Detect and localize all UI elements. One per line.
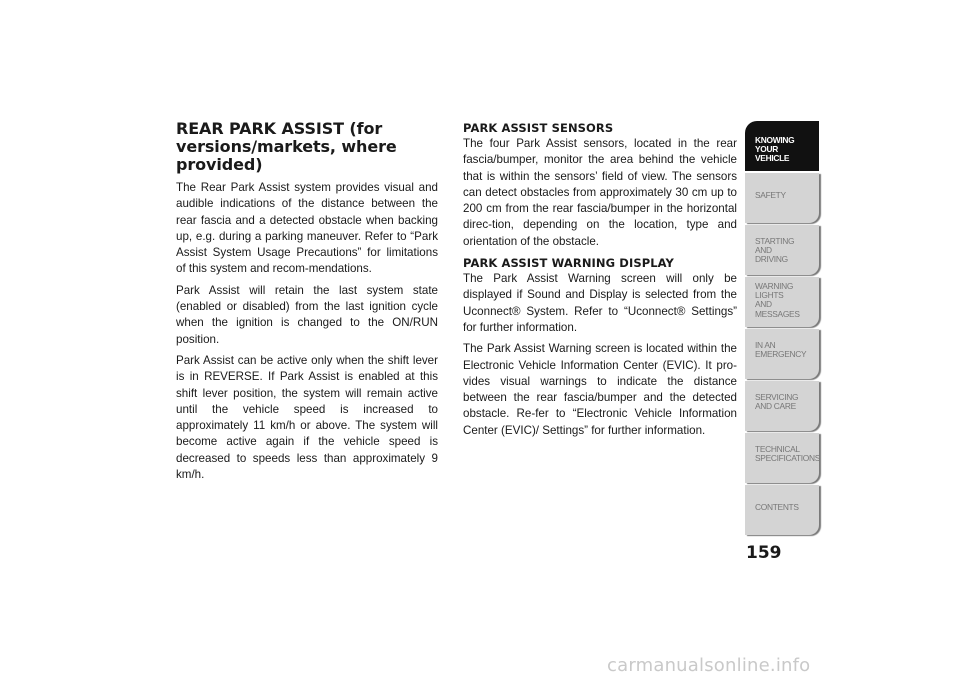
- paragraph: The four Park Assist sensors, located in the rear fascia/bumper, monitor the area behind the vehicle that is within the sensors’ field of view. The sensors can detect obstacles from approximately 30 cm up to 200 cm from the rear fascia/bumper in the horizontal direc-tion, depending on the location, type and orientation of the obstacle.: [463, 137, 737, 248]
- tab-label: TECHNICAL SPECIFICATIONS: [755, 444, 820, 464]
- tab-contents[interactable]: [745, 485, 819, 535]
- left-column: [176, 120, 438, 488]
- tab-servicing-and-care[interactable]: [745, 381, 819, 431]
- sensors-heading: PARK ASSIST SENSORS: [463, 121, 614, 135]
- chapter-tabs: [745, 121, 819, 537]
- warning-display-heading: PARK ASSIST WARNING DISPLAY: [463, 256, 674, 271]
- paragraph: The Park Assist Warning screen will only be displayed if Sound and Display is selected from the Uconnect® System. Refer to “Uconnect® Settings” for further information.: [463, 272, 737, 334]
- tab-label: SAFETY: [755, 190, 786, 200]
- paragraph: The Rear Park Assist system provides visual and audible indications of the distance between the rear fascia and a detected obstacle when backing up, e.g. during a parking maneuver. Refer to “Park Assist System Usage Precautions” for limitations of this system and recom-mendations.: [176, 181, 438, 276]
- paragraph: The Park Assist Warning screen is located within the Electronic Vehicle Information Center (EVIC). It pro-vides visual warnings to indicate the distance between the rear fascia/bumper and the detected obstacle. Re-fer to “Electronic Vehicle Information Center (EVIC)/ Settings” for further information.: [463, 342, 737, 437]
- tab-label: KNOWING YOUR VEHICLE: [755, 135, 795, 164]
- tab-label: SERVICING AND CARE: [755, 392, 799, 412]
- page-number: 159: [746, 543, 782, 563]
- tab-label: CONTENTS: [755, 502, 799, 512]
- tab-technical-specifications[interactable]: [745, 433, 819, 483]
- tab-starting-and-driving[interactable]: [745, 225, 819, 275]
- tab-warning-lights-and-messages[interactable]: [745, 277, 819, 327]
- tab-label: IN AN EMERGENCY: [755, 340, 807, 360]
- section-title: REAR PARK ASSIST (for versions/markets, where provided): [176, 119, 397, 174]
- right-column: [463, 120, 737, 444]
- tab-label: STARTING AND DRIVING: [755, 236, 795, 265]
- tab-safety[interactable]: [745, 173, 819, 223]
- tab-label: WARNING LIGHTS AND MESSAGES: [755, 281, 800, 319]
- watermark: carmanualsonline.info: [607, 655, 811, 676]
- tab-knowing-your-vehicle[interactable]: [745, 121, 819, 171]
- paragraph: Park Assist can be active only when the shift lever is in REVERSE. If Park Assist is enabled at this shift lever position, the system will remain active until the vehicle speed is increased to approximately 11 km/h or above. The system will become active again if the vehicle speed is decreased to speeds less than approximately 9 km/h.: [176, 353, 438, 482]
- tab-in-an-emergency[interactable]: [745, 329, 819, 379]
- paragraph: Park Assist will retain the last system state (enabled or disabled) from the last ignition cycle when the ignition is changed to the ON/RUN position.: [176, 283, 438, 346]
